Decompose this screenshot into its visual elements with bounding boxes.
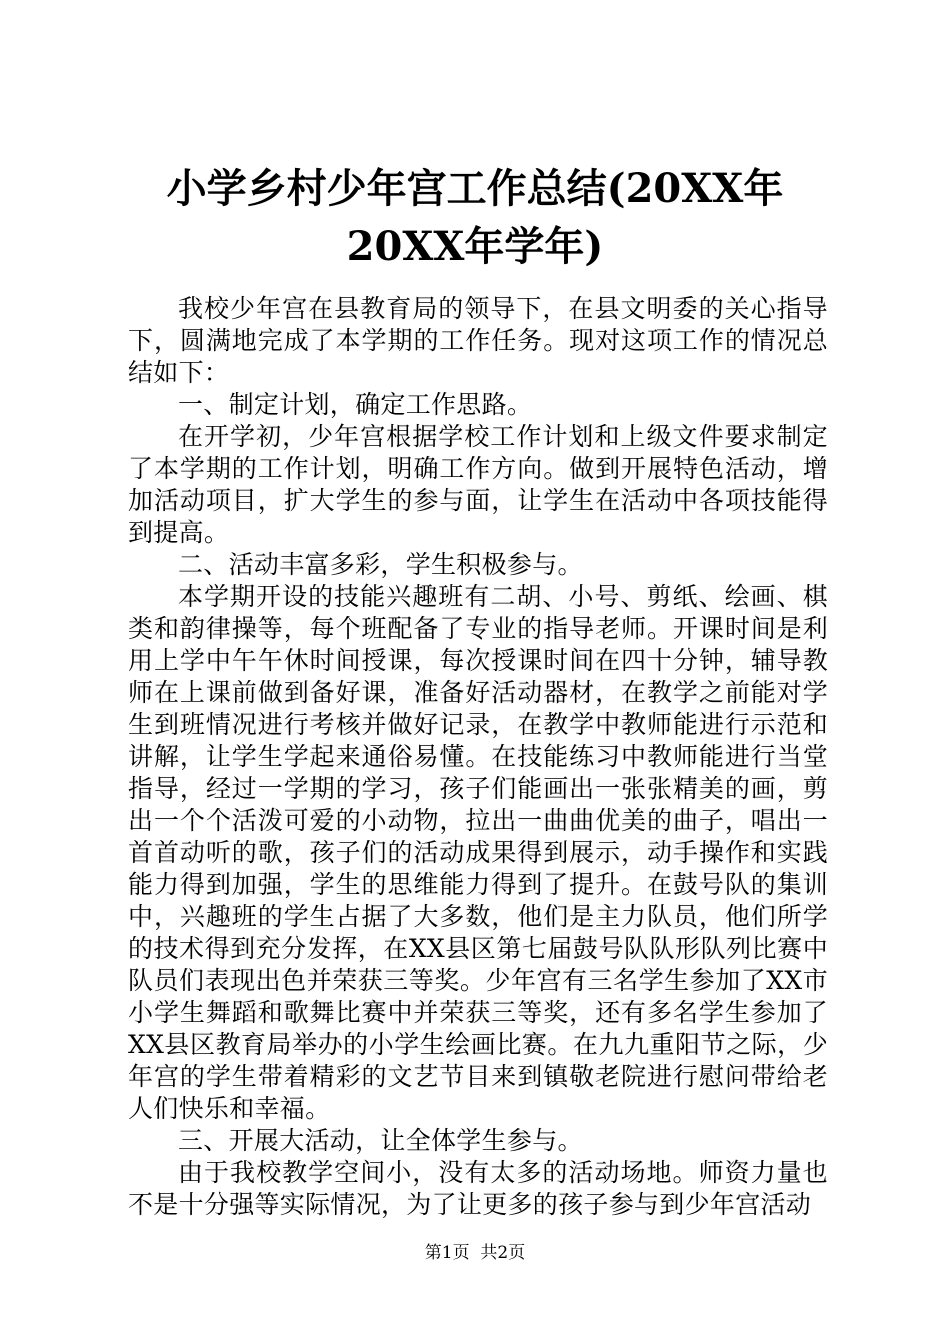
paragraph-section-3: 由于我校教学空间小，没有太多的活动场地。师资力量也不是十分强等实际情况，为了让更多的孩子参与到少年宫活动 bbox=[128, 1158, 828, 1219]
section-heading-3: 三、开展大活动，让全体学生参与。 bbox=[178, 1126, 583, 1155]
page-total: 共2页 bbox=[480, 1243, 526, 1263]
paragraph-intro: 我校少年宫在县教育局的领导下，在县文明委的关心指导下，圆满地完成了本学期的工作任务。现对这项工作的情况总结如下： bbox=[128, 294, 828, 387]
section-heading-2: 二、活动丰富多彩，学生积极参与。 bbox=[178, 550, 583, 579]
paragraph-section-1: 在开学初，少年宫根据学校工作计划和上级文件要求制定了本学期的工作计划，明确工作方向。做到开展特色活动，增加活动项目，扩大学生的参与面，让学生在活动中各项技能得到提高。 bbox=[128, 422, 828, 547]
page-number: 第1页 bbox=[424, 1243, 470, 1263]
document-body bbox=[128, 293, 828, 1221]
page-footer bbox=[0, 1242, 950, 1264]
paragraph-section-2: 本学期开设的技能兴趣班有二胡、小号、剪纸、绘画、棋类和韵律操等，每个班配备了专业的指导老师。开课时间是利用上学中午午休时间授课，每次授课时间在四十分钟，辅导教师在上课前做到备好课，准备好活动器材，在教学之前能对学生到班情况进行考核并做好记录，在教学中教师能进行示范和讲解，让学生学起来通俗易懂。在技能练习中教师能进行当堂指导，经过一学期的学习，孩子们能画出一张张精美的画，剪出一个个活泼可爱的小动物，拉出一曲曲优美的曲子，唱出一首首动听的歌，孩子们的活动成果得到展示，动手操作和实践能力得到加强，学生的思维能力得到了提升。在鼓号队的集训中，兴趣班的学生占据了大多数，他们是主力队员，他们所学的技术得到充分发挥，在XX县区第七届鼓号队队形队列比赛中队员们表现出色并荣获三等奖。少年宫有三名学生参加了XX市小学生舞蹈和歌舞比赛中并荣获三等奖，还有多名学生参加了XX县区教育局举办的小学生绘画比赛。在九九重阳节之际，少年宫的学生带着精彩的文艺节目来到镇敬老院进行慰问带给老人们快乐和幸福。 bbox=[128, 582, 828, 1123]
document-title: 小学乡村少年宫工作总结(20XX年20XX年学年) bbox=[166, 165, 784, 270]
section-heading-1: 一、制定计划，确定工作思路。 bbox=[178, 390, 533, 419]
